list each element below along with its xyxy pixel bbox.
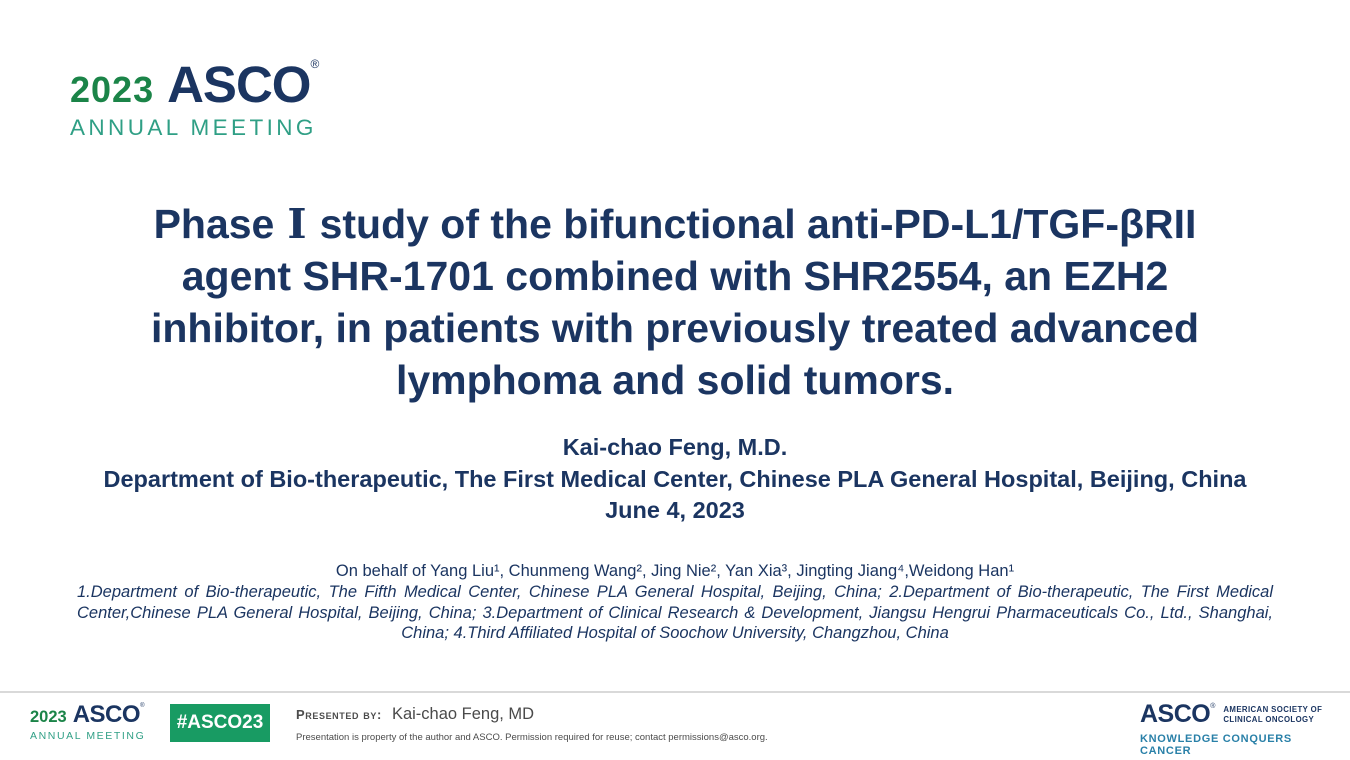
affiliations-line-1: 1.Department of Bio-therapeutic, The Fifth Medical Center, Chinese PLA General Hospital, Beijing, China; 2.Department of Bio-therapeutic, The First Medical xyxy=(77,582,1273,601)
footer-divider xyxy=(0,691,1350,693)
asco-logo-top-row xyxy=(70,55,319,114)
asco-society-logo xyxy=(1140,700,1335,757)
asco-annual-meeting-logo xyxy=(70,55,319,141)
title-line1-pre: Phase xyxy=(153,201,275,247)
society-logo-row xyxy=(1140,700,1335,729)
presenter-block xyxy=(0,432,1350,527)
copyright-disclaimer: Presentation is property of the author and ASCO. Permission required for reuse; contact permissions@asco.org. xyxy=(296,732,768,743)
footer-logo-subtitle: ANNUAL MEETING xyxy=(30,730,146,742)
hashtag-badge: #ASCO23 xyxy=(170,704,270,742)
presenter-name: Kai-chao Feng, M.D. xyxy=(562,434,788,460)
society-name-line-2: CLINICAL ONCOLOGY xyxy=(1223,714,1315,724)
footer-logo-asco-wordmark: ASCO xyxy=(72,701,141,728)
footer-asco-annual-meeting-logo xyxy=(30,701,145,742)
logo-subtitle: ANNUAL MEETING xyxy=(70,115,317,140)
society-asco-wordmark: ASCO xyxy=(1140,700,1211,728)
affiliations-line-3: China; 4.Third Affiliated Hospital of Soochow University, Changzhou, China xyxy=(401,624,949,643)
society-tagline: KNOWLEDGE CONQUERS CANCER xyxy=(1140,733,1292,757)
roman-numeral-one: Ⅰ xyxy=(287,201,307,247)
presentation-date: June 4, 2023 xyxy=(605,497,745,523)
presented-by-row xyxy=(296,705,768,724)
footer-logo-top-row xyxy=(30,701,145,729)
society-name-line-1: AMERICAN SOCIETY OF xyxy=(1223,705,1323,714)
title-line1-post: study of the bifunctional anti-PD-L1/TGF-βRII xyxy=(319,201,1197,247)
society-full-name xyxy=(1223,705,1322,724)
presented-by-label: Presented by: xyxy=(296,707,382,722)
title-line-2: agent SHR-1701 combined with SHR2554, an EZH2 xyxy=(181,253,1169,299)
coauthors-block xyxy=(77,561,1273,644)
title-line-3: inhibitor, in patients with previously treated advanced xyxy=(151,305,1199,351)
presented-by-block xyxy=(296,705,768,743)
logo-asco-wordmark: ASCO xyxy=(167,56,311,113)
registered-mark-icon: ® xyxy=(140,703,145,709)
slide-title xyxy=(0,198,1350,406)
footer-logo-year: 2023 xyxy=(30,708,67,726)
logo-year: 2023 xyxy=(70,69,155,110)
presenter-affiliation: Department of Bio-therapeutic, The First Medical Center, Chinese PLA General Hospital, Beijing, China xyxy=(103,465,1247,492)
presented-by-name: Kai-chao Feng, MD xyxy=(391,705,535,723)
title-line-1 xyxy=(0,198,1350,250)
coauthors-line: On behalf of Yang Liu¹, Chunmeng Wang², Jing Nie², Yan Xia³, Jingting Jiang⁴,Weidong Han¹ xyxy=(335,562,1015,580)
affiliations-line-2: Center,Chinese PLA General Hospital, Beijing, China; 3.Department of Clinical Research & Development, Jiangsu Hengrui Pharmaceuticals Co., Ltd., Shanghai, xyxy=(77,603,1273,622)
registered-mark-icon: ® xyxy=(1210,703,1216,710)
title-line-4: lymphoma and solid tumors. xyxy=(395,357,955,403)
registered-mark-icon: ® xyxy=(310,57,320,71)
